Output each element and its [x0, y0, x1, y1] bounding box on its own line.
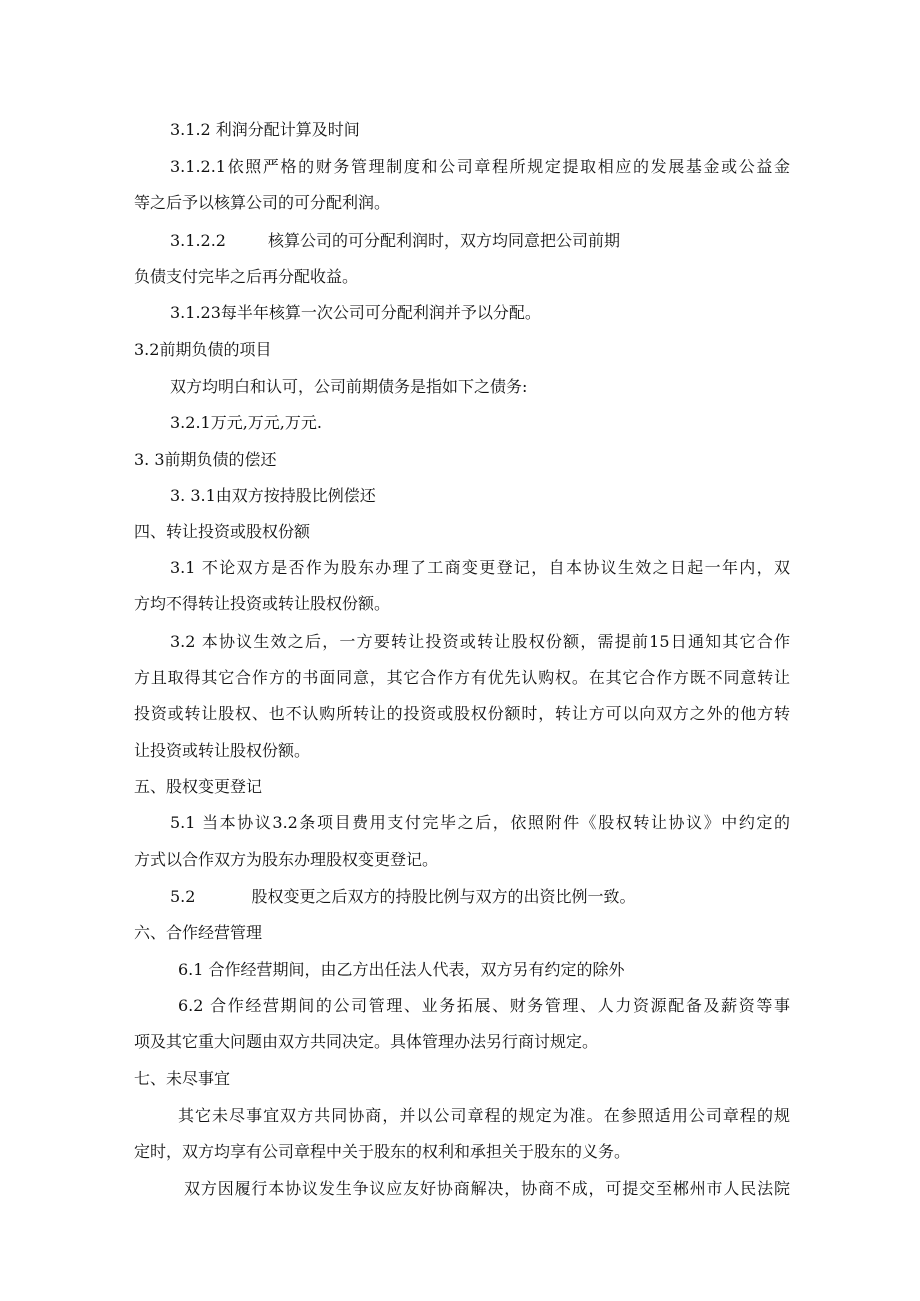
paragraph-3-1-2-1-line2: 等之后予以核算公司的可分配利润。 — [134, 193, 391, 212]
clause-number: 5.2 — [170, 887, 196, 906]
paragraph-5-1-line1: 5.1 当本协议3.2条项目费用支付完毕之后，依照附件《股权转让协议》中约定的 — [170, 813, 790, 832]
paragraph-3-2-intro: 双方均明白和认可，公司前期债务是指如下之债务: — [170, 377, 528, 396]
heading-3-2: 3.2前期负债的项目 — [134, 340, 272, 359]
paragraph-4-3-2-line1: 3.2 本协议生效之后，一方要转让投资或转让股权份额，需提前15日通知其它合作 — [170, 632, 790, 651]
paragraph-3-1-2-2-line1 — [170, 231, 620, 251]
paragraph-6-2-line1: 6.2 合作经营期间的公司管理、业务拓展、财务管理、人力资源配备及薪资等事 — [178, 996, 790, 1015]
heading-3-3: 3. 3前期负债的偿还 — [134, 450, 277, 469]
paragraph-3-2-1: 3.2.1万元,万元,万元. — [170, 413, 322, 432]
paragraph-5-1-line2: 方式以合作双方为股东办理股权变更登记。 — [134, 850, 439, 869]
paragraph-7-2-line1: 双方因履行本协议发生争议应友好协商解决，协商不成，可提交至郴州市人民法院 — [184, 1179, 790, 1198]
paragraph-3-1-2: 3.1.2 利润分配计算及时间 — [170, 120, 360, 139]
heading-section-7: 七、未尽事宜 — [134, 1069, 231, 1088]
clause-number: 3.1.2.2 — [170, 231, 226, 250]
paragraph-5-2 — [170, 887, 635, 907]
paragraph-4-3-2-line4: 让投资或转让股权份额。 — [134, 741, 311, 760]
clause-text: 股权变更之后双方的持股比例与双方的出资比例一致。 — [251, 887, 636, 906]
paragraph-3-1-2-2-line2: 负债支付完毕之后再分配收益。 — [134, 267, 359, 286]
paragraph-6-2-line2: 项及其它重大问题由双方共同决定。具体管理办法另行商讨规定。 — [134, 1032, 599, 1051]
heading-section-5: 五、股权变更登记 — [134, 777, 263, 796]
heading-section-6: 六、合作经营管理 — [134, 923, 263, 942]
paragraph-7-1-line1: 其它未尽事宜双方共同协商，并以公司章程的规定为准。在参照适用公司章程的规 — [178, 1106, 790, 1125]
paragraph-3-1-2-1-line1: 3.1.2.1依照严格的财务管理制度和公司章程所规定提取相应的发展基金或公益金 — [170, 157, 790, 176]
heading-section-4: 四、转让投资或股权份额 — [134, 522, 311, 541]
clause-text: 核算公司的可分配利润时，双方均同意把公司前期 — [267, 231, 620, 250]
paragraph-3-1-23: 3.1.23每半年核算一次公司可分配利润并予以分配。 — [170, 303, 541, 322]
paragraph-4-3-2-line2: 方且取得其它合作方的书面同意，其它合作方有优先认购权。在其它合作方既不同意转让 — [134, 668, 790, 687]
paragraph-4-3-1-line2: 方均不得转让投资或转让股权份额。 — [134, 594, 391, 613]
paragraph-6-1: 6.1 合作经营期间，由乙方出任法人代表，双方另有约定的除外 — [178, 960, 625, 979]
paragraph-7-1-line2: 定时，双方均享有公司章程中关于股东的权利和承担关于股东的义务。 — [134, 1142, 631, 1161]
paragraph-3-3-1: 3. 3.1由双方按持股比例偿还 — [170, 486, 376, 505]
paragraph-4-3-1-line1: 3.1 不论双方是否作为股东办理了工商变更登记，自本协议生效之日起一年内，双 — [170, 558, 790, 577]
paragraph-4-3-2-line3: 投资或转让股权、也不认购所转让的投资或股权份额时，转让方可以向双方之外的他方转 — [134, 704, 790, 723]
